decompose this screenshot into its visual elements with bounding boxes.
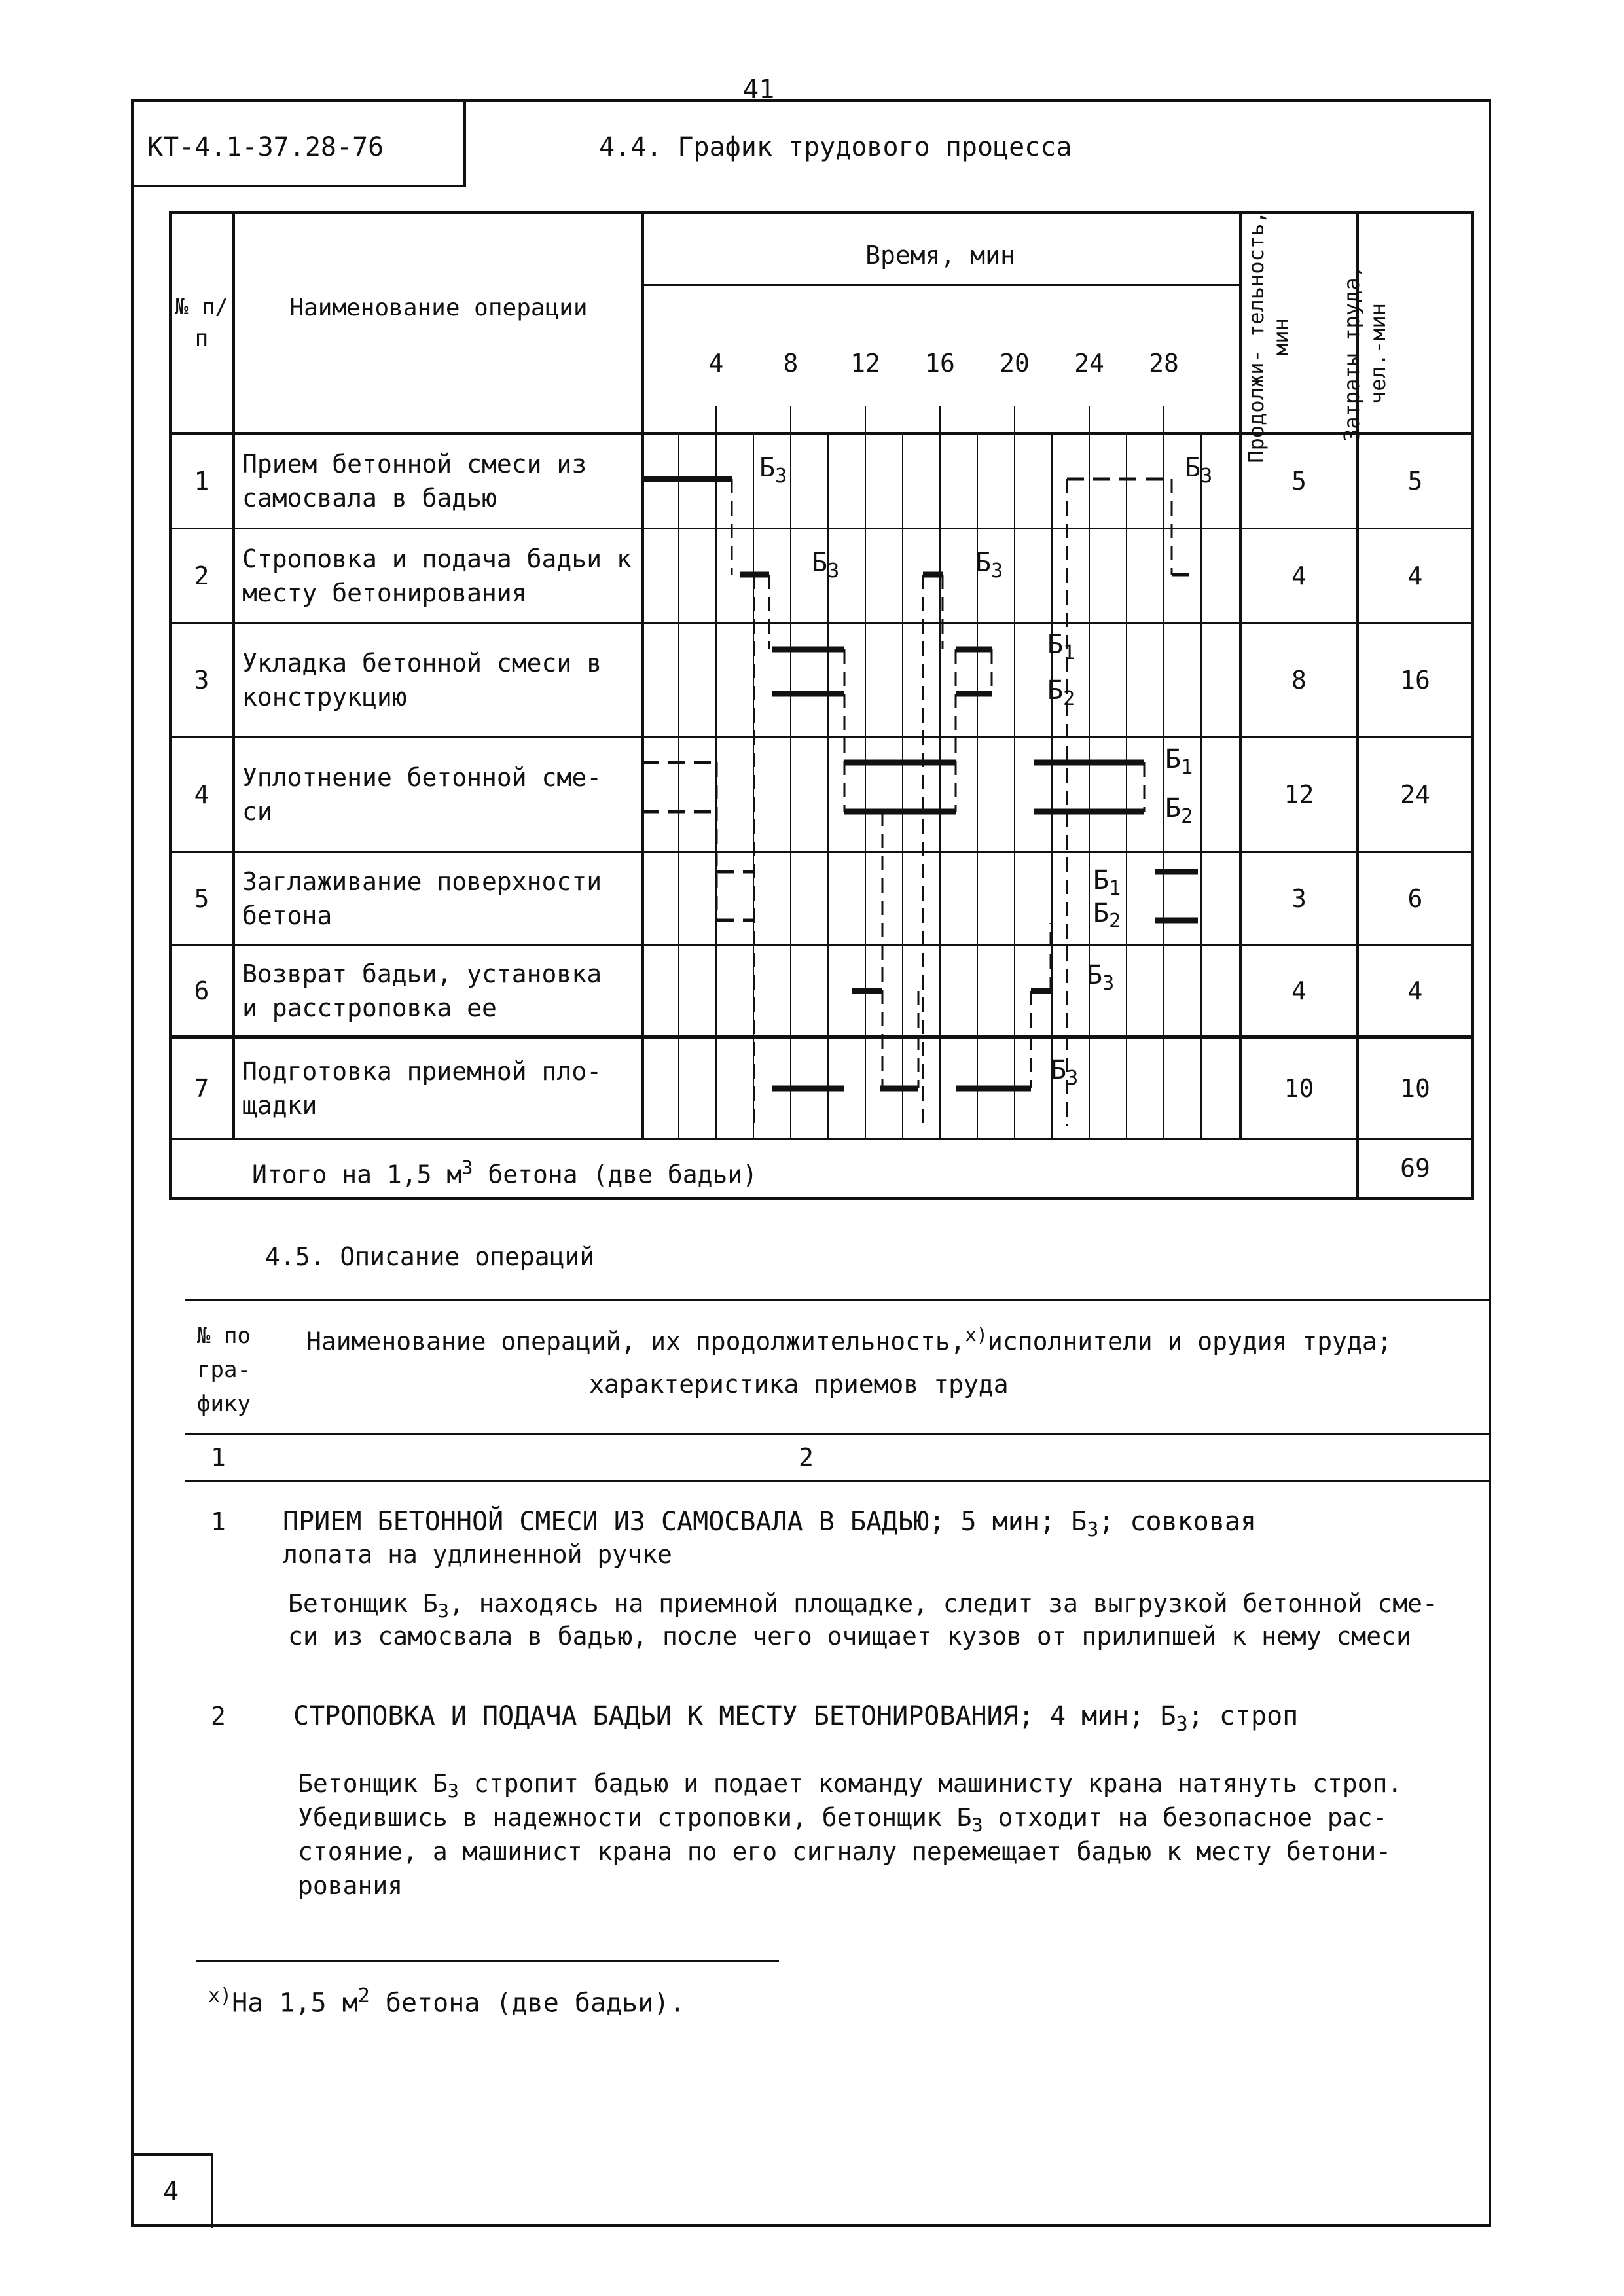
worker-label: $Б_1$ bbox=[1047, 630, 1075, 664]
op1-title-cont: лопата на удлиненной ручке bbox=[283, 1540, 672, 1569]
worker-label: $Б_3$ bbox=[975, 548, 1003, 583]
worker-label: $Б_2$ bbox=[1047, 675, 1075, 710]
row-number: 1 bbox=[194, 467, 209, 495]
row-duration: 3 bbox=[1291, 884, 1307, 913]
time-tick-label: 20 bbox=[1000, 349, 1030, 378]
row-operation-line: Возврат бадьи, установка bbox=[242, 960, 602, 988]
op1-number: 1 bbox=[211, 1507, 226, 1536]
header-labor: Затраты труда, чел.-мин bbox=[1339, 265, 1390, 442]
time-tick-label: 4 bbox=[708, 349, 724, 378]
total-label: Итого на 1,5 $м^3$ бетона (две бадьи) bbox=[252, 1157, 758, 1189]
gantt-bars bbox=[641, 432, 1239, 1139]
op2-text-2: Убедившись в надежности строповки, бетонщик $Б_3$ отходит на безопасное рас- bbox=[298, 1803, 1388, 1837]
row-number: 3 bbox=[194, 665, 209, 694]
corner-number: 4 bbox=[131, 2153, 213, 2228]
desc-header-line1: Наименование операций, их продолжительность,$^{х)}$исполнители и орудия труда; bbox=[306, 1324, 1392, 1356]
time-tick-label: 8 bbox=[783, 349, 799, 378]
worker-label: $Б_3$ bbox=[1087, 960, 1115, 995]
row-duration: 4 bbox=[1291, 561, 1307, 590]
row-operation-line: Укладка бетонной смеси в bbox=[242, 648, 602, 677]
row-operation-line: Прием бетонной смеси из bbox=[242, 450, 587, 478]
time-ticks bbox=[641, 393, 1239, 433]
row-labor: 24 bbox=[1400, 780, 1430, 809]
header-duration: Продолжи- тельность, мин bbox=[1244, 211, 1293, 463]
op1-text-1: Бетонщик $Б_3$, находясь на приемной площадке, следит за выгрузкой бетонной сме- bbox=[288, 1589, 1437, 1623]
row-duration: 5 bbox=[1291, 467, 1307, 495]
row-number: 4 bbox=[194, 780, 209, 809]
worker-label: $Б_2$ bbox=[1093, 898, 1121, 933]
row-operation-line: Строповка и подача бадьи к bbox=[242, 544, 632, 573]
row-number: 6 bbox=[194, 977, 209, 1005]
row-labor: 16 bbox=[1400, 665, 1430, 694]
row-duration: 8 bbox=[1291, 665, 1307, 694]
row-operation-line: щадки bbox=[242, 1090, 317, 1120]
desc-mid-line bbox=[185, 1433, 1489, 1435]
time-tick-label: 28 bbox=[1149, 349, 1179, 378]
row-operation-line: бетона bbox=[242, 901, 333, 930]
op2-text-1: Бетонщик $Б_3$ стропит бадью и подает команду машинисту крана натянуть строп. bbox=[298, 1769, 1403, 1803]
row-operation-line: Заглаживание поверхности bbox=[242, 867, 602, 896]
worker-label: $Б_3$ bbox=[759, 453, 787, 488]
desc-bottom-line bbox=[185, 1480, 1489, 1482]
desc-top-line bbox=[185, 1299, 1489, 1301]
time-tick-label: 16 bbox=[925, 349, 955, 378]
row-operation-line: Уплотнение бетонной сме- bbox=[242, 762, 602, 792]
row-labor: 6 bbox=[1407, 884, 1423, 913]
op2-text-3: стояние, а машинист крана по его сигналу перемещает бадью к месту бетони- bbox=[298, 1837, 1392, 1866]
worker-label: $Б_3$ bbox=[1051, 1055, 1079, 1090]
desc-col1: 1 bbox=[211, 1443, 226, 1472]
section-44-title: 4.4. График трудового процесса bbox=[599, 132, 1072, 162]
header-time: Время, мин bbox=[865, 241, 1015, 270]
header-operation: Наименование операции bbox=[289, 295, 588, 321]
footnote-rule bbox=[196, 1960, 779, 1962]
desc-col2: 2 bbox=[799, 1443, 814, 1472]
time-tick-label: 12 bbox=[850, 349, 880, 378]
row-number: 5 bbox=[194, 884, 209, 913]
frame-bottom bbox=[131, 2224, 1491, 2227]
op1-title: ПРИЕМ БЕТОННОЙ СМЕСИ ИЗ САМОСВАЛА В БАДЬЮ; 5 мин; $Б_3$; совковая bbox=[283, 1507, 1257, 1541]
worker-label: $Б_3$ bbox=[812, 548, 840, 583]
op1-text-2: си из самосвала в бадью, после чего очищает кузов от прилипшей к нему смеси bbox=[288, 1622, 1411, 1651]
time-tick-label: 24 bbox=[1074, 349, 1104, 378]
row-number: 7 bbox=[194, 1073, 209, 1103]
frame-right bbox=[1489, 99, 1491, 2227]
total-value: 69 bbox=[1400, 1154, 1430, 1183]
row-labor: 5 bbox=[1407, 467, 1423, 495]
row-duration: 10 bbox=[1284, 1073, 1314, 1103]
page-number: 41 bbox=[743, 75, 775, 105]
row-operation-line: самосвала в бадью bbox=[242, 484, 497, 512]
row-operation-line: си bbox=[242, 797, 272, 826]
worker-label: $Б_3$ bbox=[1185, 453, 1213, 488]
worker-label: $Б_1$ bbox=[1165, 744, 1193, 779]
document-code: КТ-4.1-37.28-76 bbox=[147, 132, 384, 162]
row-operation-line: Подготовка приемной пло- bbox=[242, 1056, 602, 1086]
row-duration: 12 bbox=[1284, 780, 1314, 809]
desc-header-line2: характеристика приемов труда bbox=[589, 1370, 1009, 1399]
op2-title: СТРОПОВКА И ПОДАЧА БАДЬИ К МЕСТУ БЕТОНИРОВАНИЯ; 4 мин; $Б_3$; строп bbox=[293, 1701, 1299, 1736]
row-labor: 10 bbox=[1400, 1073, 1430, 1103]
footnote: $^{х)}$На 1,5 $м^2$ бетона (две бадьи). bbox=[208, 1984, 685, 2018]
section-45-title: 4.5. Описание операций bbox=[265, 1242, 595, 1271]
row-operation-line: месту бетонирования bbox=[242, 578, 527, 607]
row-labor: 4 bbox=[1407, 561, 1423, 590]
frame-left bbox=[131, 99, 134, 2227]
row-labor: 4 bbox=[1407, 977, 1423, 1005]
row-duration: 4 bbox=[1291, 977, 1307, 1005]
row-operation-line: конструкцию bbox=[242, 682, 407, 711]
op2-number: 2 bbox=[211, 1702, 226, 1731]
worker-label: $Б_2$ bbox=[1165, 793, 1193, 828]
row-operation-line: и расстроповка ее bbox=[242, 994, 497, 1022]
worker-label: $Б_1$ bbox=[1093, 865, 1121, 900]
desc-header-num: № по гра- фику bbox=[197, 1323, 251, 1417]
op2-text-4: рования bbox=[298, 1871, 403, 1900]
header-num: № п/п bbox=[175, 294, 228, 351]
row-number: 2 bbox=[194, 561, 209, 590]
